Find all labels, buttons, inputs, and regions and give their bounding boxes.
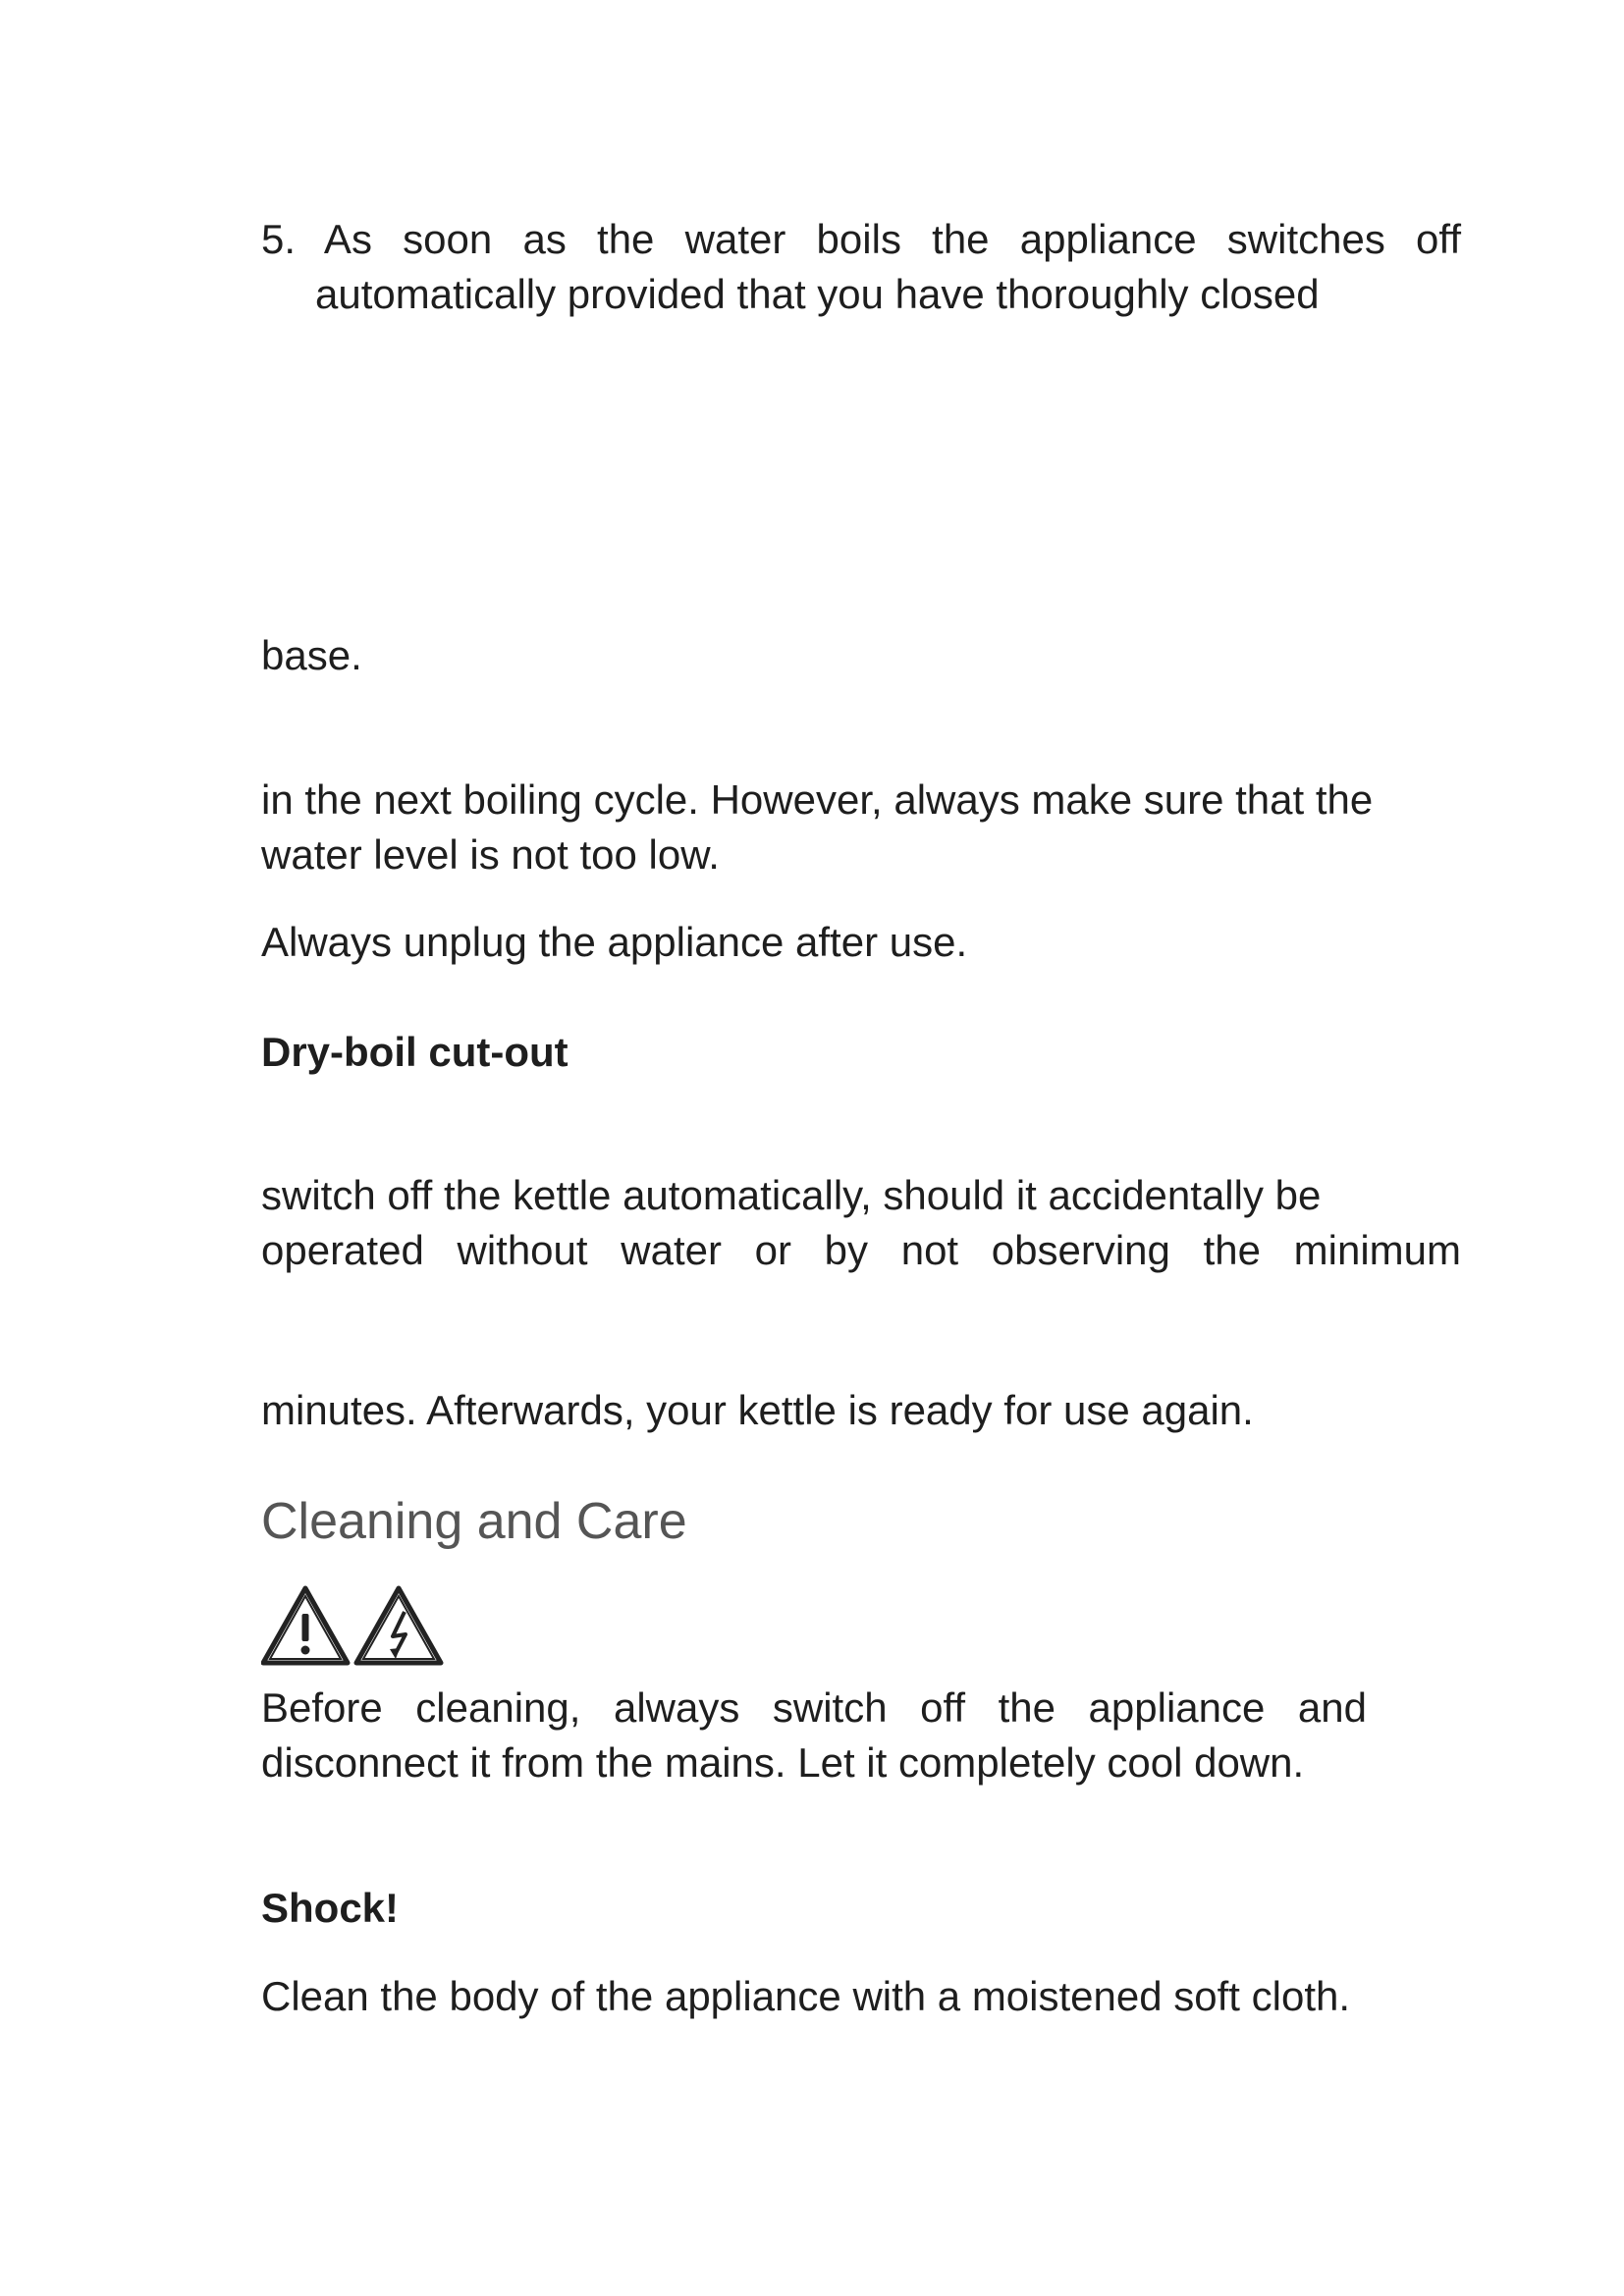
step-5-line-1: 5. As soon as the water boils the appliance switches off <box>261 216 1461 262</box>
dry-boil-line-3: minutes. Afterwards, your kettle is ready for use again. <box>261 1387 1254 1433</box>
dry-boil-heading: Dry-boil cut-out <box>261 1029 568 1075</box>
cleaning-care-title: Cleaning and Care <box>261 1493 687 1550</box>
next-cycle-line-1: in the next boiling cycle. However, always make sure that the <box>261 776 1374 823</box>
dry-boil-line-2: operated without water or by not observing the minimum <box>261 1227 1461 1273</box>
warning-exclamation-icon <box>263 1588 348 1663</box>
unplug-note: Always unplug the appliance after use. <box>261 919 968 965</box>
base-line: base. <box>261 632 362 678</box>
step-5-line-2: automatically provided that you have thoroughly closed <box>315 271 1320 317</box>
dry-boil-line-1: switch off the kettle automatically, should it accidentally be <box>261 1172 1322 1218</box>
before-cleaning-line-2: disconnect it from the mains. Let it completely cool down. <box>261 1739 1305 1786</box>
shock-heading: Shock! <box>261 1885 400 1931</box>
clean-body-instruction: Clean the body of the appliance with a moistened soft cloth. <box>261 1973 1351 2019</box>
next-cycle-line-2: water level is not too low. <box>261 831 720 878</box>
before-cleaning-line-1: Before cleaning, always switch off the appliance and <box>261 1684 1367 1731</box>
warning-icons <box>261 1582 448 1669</box>
electric-shock-icon <box>356 1588 441 1663</box>
